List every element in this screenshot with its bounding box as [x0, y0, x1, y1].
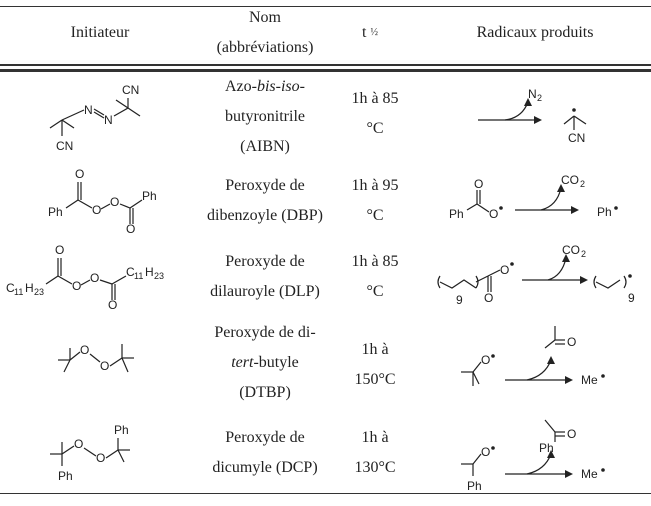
svg-text:O: O	[80, 343, 90, 357]
dcp-structure	[44, 418, 174, 488]
svg-text:O: O	[72, 279, 82, 293]
svg-text:O: O	[567, 427, 577, 441]
row-dcp-name: Peroxyde de dicumyle (DCP)	[212, 429, 318, 476]
svg-text:CN: CN	[122, 83, 140, 97]
svg-text:CO: CO	[561, 173, 579, 187]
svg-text:O: O	[108, 298, 118, 312]
dtbp-radicals	[455, 322, 635, 398]
svg-text:O: O	[92, 203, 102, 217]
header-double-rule-1	[0, 64, 651, 66]
header-half-life: t ½	[362, 24, 378, 41]
svg-text:2: 2	[580, 179, 586, 189]
header-initiator: Initiateur	[70, 24, 130, 41]
svg-text:Ph: Ph	[449, 207, 464, 221]
svg-text:H: H	[145, 265, 154, 279]
svg-text:O: O	[500, 263, 510, 277]
row-dbp-name: Peroxyde de dibenzoyle (DBP)	[207, 177, 323, 224]
svg-text:C: C	[6, 281, 15, 295]
svg-text:Me: Me	[581, 373, 598, 387]
svg-text:9: 9	[456, 293, 463, 307]
svg-text:H: H	[25, 281, 34, 295]
svg-text:O: O	[100, 359, 110, 373]
svg-text:Me: Me	[581, 467, 598, 481]
row-dlp-name: Peroxyde de dilauroyle (DLP)	[210, 253, 320, 300]
svg-text:O: O	[567, 335, 577, 349]
svg-text:O: O	[74, 437, 84, 451]
header-name-line2: (abbréviations)	[216, 39, 314, 56]
svg-text:O: O	[110, 195, 120, 209]
header-name-line1: Nom	[249, 9, 281, 26]
svg-text:11: 11	[134, 271, 144, 281]
svg-text:CN: CN	[56, 139, 74, 153]
svg-text:Ph: Ph	[142, 189, 157, 203]
svg-text:N: N	[104, 113, 113, 127]
dlp-radicals	[432, 242, 642, 312]
svg-text:2: 2	[537, 93, 543, 103]
header-radicals: Radicaux produits	[476, 24, 594, 41]
svg-text:O: O	[481, 445, 491, 459]
row-dtbp-name: Peroxyde de di- tert-butyle (DTBP)	[214, 324, 316, 401]
svg-text:N: N	[528, 87, 537, 101]
svg-text:Ph: Ph	[467, 479, 482, 493]
aibn-structure	[40, 80, 180, 160]
row-aibn-halflife: 1h à 85 °C	[351, 90, 399, 137]
svg-text:Ph: Ph	[539, 441, 554, 455]
row-dtbp-halflife: 1h à 150°C	[354, 341, 396, 388]
dcp-radicals	[455, 408, 635, 492]
svg-text:O: O	[484, 291, 494, 305]
header-name	[190, 4, 340, 62]
dlp-structure	[4, 242, 194, 312]
dbp-structure	[40, 166, 180, 236]
svg-text:O: O	[126, 222, 136, 236]
svg-text:O: O	[90, 271, 100, 285]
aibn-radicals	[470, 84, 620, 156]
svg-text:CO: CO	[562, 243, 580, 257]
row-dlp-halflife: 1h à 85 °C	[351, 253, 399, 300]
dtbp-structure	[50, 330, 170, 390]
svg-text:O: O	[481, 353, 491, 367]
svg-text:23: 23	[154, 271, 165, 281]
aibn-name-line1: Azo-bis-iso-	[225, 78, 305, 95]
svg-text:CN: CN	[568, 131, 586, 145]
svg-text:Ph: Ph	[48, 205, 63, 219]
svg-text:23: 23	[34, 287, 45, 297]
svg-text:Ph: Ph	[114, 423, 129, 437]
svg-text:Ph: Ph	[58, 469, 73, 483]
svg-text:C: C	[126, 265, 135, 279]
row-aibn-name: Azo-bis-iso- butyronitrile (AIBN)	[190, 72, 340, 162]
svg-text:O: O	[474, 177, 484, 191]
bottom-rule	[0, 493, 651, 494]
svg-text:9: 9	[628, 291, 635, 305]
dbp-radicals	[445, 168, 635, 234]
svg-text:O: O	[75, 167, 85, 181]
row-dbp-halflife: 1h à 95 °C	[351, 177, 399, 224]
svg-text:Ph: Ph	[597, 205, 612, 219]
row-dcp-halflife: 1h à 130°C	[354, 429, 396, 476]
svg-text:11: 11	[14, 287, 24, 297]
svg-text:O: O	[96, 451, 106, 465]
svg-text:O: O	[55, 243, 65, 257]
svg-text:O: O	[489, 207, 499, 221]
svg-text:2: 2	[581, 249, 587, 259]
svg-text:N: N	[84, 103, 93, 117]
